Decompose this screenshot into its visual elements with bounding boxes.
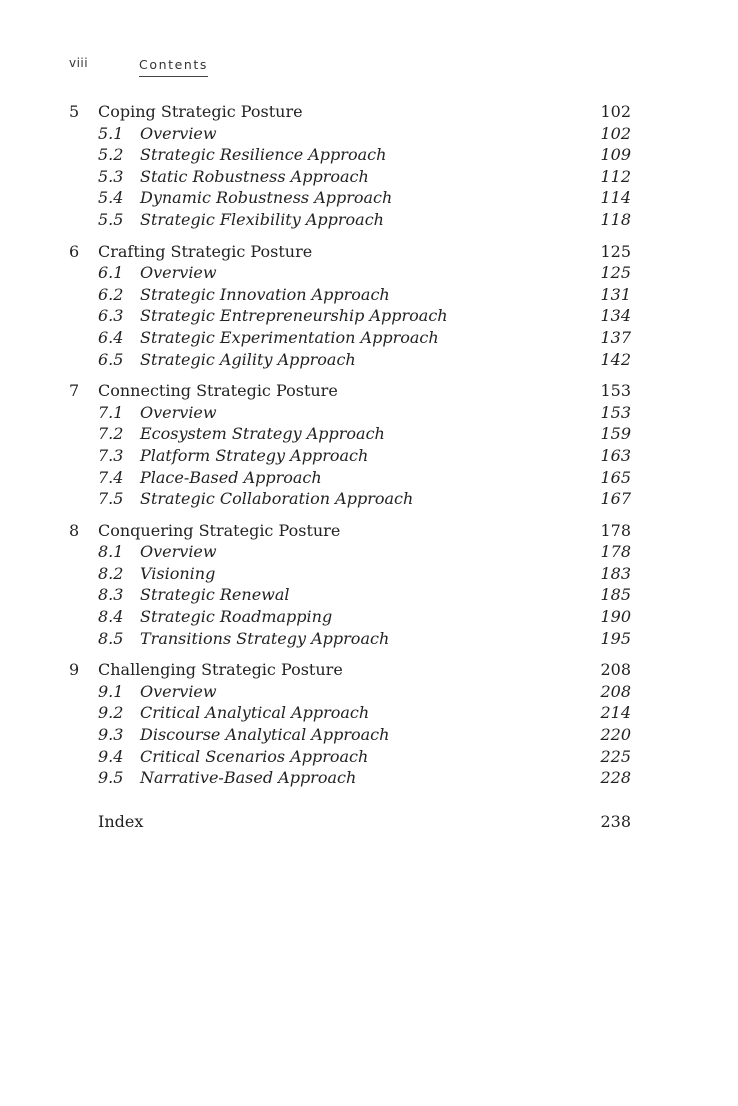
toc-section-entry[interactable] — [69, 467, 631, 489]
section-page: 153 — [600, 402, 631, 422]
section-page: 102 — [600, 123, 631, 143]
toc-section-entry[interactable] — [69, 262, 631, 284]
section-number: 5.2 — [98, 145, 124, 165]
index-title: Index — [98, 811, 144, 831]
section-number: 6.4 — [98, 327, 124, 347]
section-page: 125 — [600, 263, 631, 283]
chapter-page: 102 — [600, 102, 631, 121]
section-title: Visioning — [140, 563, 216, 583]
section-title: Discourse Analytical Approach — [140, 725, 390, 745]
section-number: 8.2 — [98, 563, 124, 583]
toc-section-entry[interactable] — [69, 166, 631, 188]
section-page: 165 — [600, 467, 631, 487]
chapter-number: 6 — [69, 241, 80, 261]
section-page: 214 — [600, 703, 631, 723]
section-number: 8.3 — [98, 585, 124, 605]
section-page: 163 — [600, 445, 631, 465]
section-number: 7.5 — [98, 489, 124, 509]
toc-chapter-entry[interactable] — [69, 241, 631, 263]
running-title: Contents — [139, 57, 208, 77]
toc-section-entry[interactable] — [69, 541, 631, 563]
section-title: Overview — [140, 263, 217, 283]
chapter-title: Coping Strategic Posture — [98, 102, 303, 121]
toc-section-entry[interactable] — [69, 445, 631, 467]
section-number: 6.5 — [98, 349, 124, 369]
section-title: Strategic Renewal — [140, 585, 290, 605]
chapter-page: 208 — [600, 660, 631, 680]
toc-chapter-entry[interactable] — [69, 520, 631, 542]
toc-section-entry[interactable] — [69, 305, 631, 327]
section-title: Ecosystem Strategy Approach — [140, 424, 385, 444]
section-title: Strategic Resilience Approach — [140, 145, 387, 165]
chapter-title: Crafting Strategic Posture — [98, 241, 313, 261]
chapter-page: 125 — [600, 241, 631, 261]
chapter-number: 9 — [69, 660, 80, 680]
toc-chapter-entry[interactable] — [69, 659, 631, 681]
chapter-block — [69, 241, 631, 371]
section-page: 134 — [600, 306, 631, 326]
chapter-block — [69, 520, 631, 650]
table-of-contents — [69, 101, 631, 832]
toc-section-entry[interactable] — [69, 187, 631, 209]
section-number: 9.4 — [98, 746, 124, 766]
section-title: Overview — [140, 123, 217, 143]
toc-section-entry[interactable] — [69, 702, 631, 724]
section-number: 9.1 — [98, 681, 124, 701]
section-number: 8.1 — [98, 542, 124, 562]
chapter-title: Connecting Strategic Posture — [98, 381, 338, 401]
section-title: Static Robustness Approach — [140, 166, 369, 186]
section-title: Place-Based Approach — [140, 467, 322, 487]
section-page: 195 — [600, 628, 631, 648]
section-number: 5.4 — [98, 188, 124, 208]
chapter-block — [69, 101, 631, 231]
toc-section-entry[interactable] — [69, 144, 631, 166]
toc-section-entry[interactable] — [69, 349, 631, 371]
section-title: Strategic Experimentation Approach — [140, 327, 439, 347]
section-title: Dynamic Robustness Approach — [140, 188, 393, 208]
toc-chapter-entry[interactable] — [69, 101, 631, 123]
toc-section-entry[interactable] — [69, 746, 631, 768]
section-title: Critical Analytical Approach — [140, 703, 370, 723]
chapter-number: 8 — [69, 520, 80, 540]
chapter-list — [69, 101, 631, 789]
section-title: Platform Strategy Approach — [140, 445, 369, 465]
chapter-title: Conquering Strategic Posture — [98, 520, 341, 540]
toc-section-entry[interactable] — [69, 209, 631, 231]
chapter-block — [69, 380, 631, 510]
section-title: Transitions Strategy Approach — [140, 628, 390, 648]
section-title: Critical Scenarios Approach — [140, 746, 369, 766]
section-number: 7.4 — [98, 467, 124, 487]
toc-section-entry[interactable] — [69, 681, 631, 703]
section-page: 185 — [600, 585, 631, 605]
toc-section-entry[interactable] — [69, 628, 631, 650]
toc-section-entry[interactable] — [69, 584, 631, 606]
section-number: 7.2 — [98, 424, 124, 444]
toc-section-entry[interactable] — [69, 327, 631, 349]
section-page: 159 — [600, 424, 631, 444]
section-number: 9.2 — [98, 703, 124, 723]
section-title: Overview — [140, 542, 217, 562]
toc-section-entry[interactable] — [69, 123, 631, 145]
section-page: 228 — [600, 768, 631, 788]
section-number: 5.1 — [98, 123, 124, 143]
toc-section-entry[interactable] — [69, 724, 631, 746]
chapter-page: 153 — [600, 381, 631, 401]
toc-section-entry[interactable] — [69, 563, 631, 585]
chapter-number: 7 — [69, 381, 80, 401]
chapter-number: 5 — [69, 102, 80, 121]
section-page: 208 — [600, 681, 631, 701]
chapter-title: Challenging Strategic Posture — [98, 660, 343, 680]
section-page: 109 — [600, 145, 631, 165]
chapter-page: 178 — [600, 520, 631, 540]
toc-section-entry[interactable] — [69, 488, 631, 510]
toc-section-entry[interactable] — [69, 284, 631, 306]
section-title: Narrative-Based Approach — [140, 768, 357, 788]
toc-section-entry[interactable] — [69, 767, 631, 789]
section-title: Strategic Innovation Approach — [140, 284, 390, 304]
index-page: 238 — [600, 811, 631, 831]
section-page: 178 — [600, 542, 631, 562]
section-number: 6.2 — [98, 284, 124, 304]
section-number: 8.5 — [98, 628, 124, 648]
page-number: viii — [69, 56, 89, 70]
chapter-block — [69, 659, 631, 789]
section-number: 9.3 — [98, 725, 124, 745]
section-number: 5.5 — [98, 209, 124, 229]
section-title: Strategic Entrepreneurship Approach — [140, 306, 448, 326]
section-page: 114 — [600, 188, 631, 208]
toc-section-entry[interactable] — [69, 402, 631, 424]
section-number: 7.3 — [98, 445, 124, 465]
section-page: 137 — [600, 327, 631, 347]
section-title: Strategic Agility Approach — [140, 349, 356, 369]
section-page: 118 — [600, 209, 631, 229]
section-title: Strategic Collaboration Approach — [140, 489, 414, 509]
section-title: Strategic Roadmapping — [140, 607, 333, 627]
section-number: 8.4 — [98, 607, 124, 627]
section-page: 220 — [600, 725, 631, 745]
section-page: 183 — [600, 563, 631, 583]
toc-section-entry[interactable] — [69, 423, 631, 445]
section-number: 6.1 — [98, 263, 124, 283]
toc-section-entry[interactable] — [69, 606, 631, 628]
section-page: 190 — [600, 607, 631, 627]
toc-index-entry[interactable] — [69, 811, 631, 833]
toc-chapter-entry[interactable] — [69, 380, 631, 402]
section-page: 142 — [600, 349, 631, 369]
section-number: 5.3 — [98, 166, 124, 186]
section-page: 112 — [600, 166, 631, 186]
section-number: 9.5 — [98, 768, 124, 788]
section-number: 7.1 — [98, 402, 124, 422]
section-title: Strategic Flexibility Approach — [140, 209, 384, 229]
section-page: 225 — [600, 746, 631, 766]
section-title: Overview — [140, 402, 217, 422]
section-page: 131 — [600, 284, 631, 304]
section-number: 6.3 — [98, 306, 124, 326]
section-title: Overview — [140, 681, 217, 701]
section-page: 167 — [600, 489, 631, 509]
